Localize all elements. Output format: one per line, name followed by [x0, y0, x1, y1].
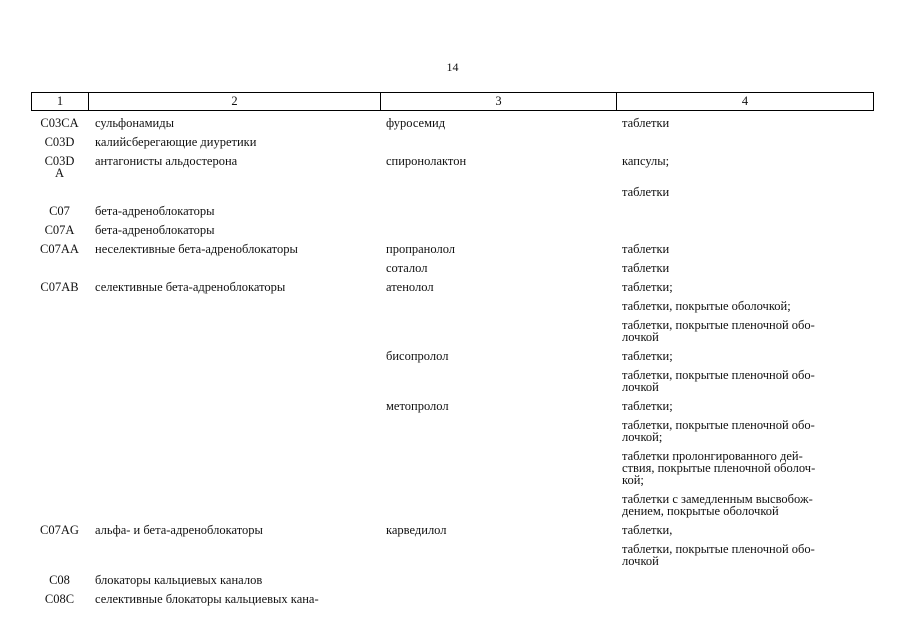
- atc-code-cell: [31, 524, 88, 536]
- dosage-form-cell: [616, 300, 873, 312]
- dosage-form-text: таблетки с замедленным высвобож-: [622, 492, 813, 506]
- dosage-form-text: таблетки, покрытые оболочкой;: [622, 299, 791, 313]
- pharmacological-group-text: калийсберегающие диуретики: [95, 135, 257, 149]
- drug-name-text: бисопролол: [386, 349, 449, 363]
- dosage-form-text: таблетки: [622, 116, 670, 130]
- drug-name-text: пропранолол: [386, 242, 456, 256]
- drug-name-text: атенолол: [386, 280, 434, 294]
- atc-code-cell: [31, 574, 88, 586]
- table-row: [31, 117, 873, 129]
- table-row: [31, 524, 873, 536]
- dosage-form-text: лочкой: [622, 330, 659, 344]
- table-row: [31, 136, 873, 148]
- table-row: [31, 262, 873, 274]
- pharmacological-group-text: селективные бета-адреноблокаторы: [95, 280, 286, 294]
- atc-code-text: C07A: [44, 223, 75, 237]
- dosage-form-text: дением, покрытые оболочкой: [622, 504, 779, 518]
- atc-code-text: C07AG: [40, 523, 79, 537]
- table-row: [31, 224, 873, 236]
- atc-code-text: C03CA: [40, 116, 79, 130]
- table-row: [31, 350, 873, 362]
- drug-classification-table-body: [31, 117, 873, 612]
- pharmacological-group-cell: [88, 205, 380, 217]
- drug-name-text: спиронолактон: [386, 154, 467, 168]
- atc-code-text: C07: [49, 204, 70, 218]
- drug-name-cell: [380, 262, 616, 274]
- atc-code-cell: [31, 224, 88, 236]
- dosage-form-text: таблетки: [622, 242, 670, 256]
- pharmacological-group-cell: [88, 136, 380, 148]
- atc-code-text: C03D: [44, 154, 75, 168]
- table-row: [31, 493, 873, 517]
- atc-code-cell: [31, 281, 88, 293]
- pharmacological-group-text: антагонисты альдостерона: [95, 154, 238, 168]
- table-row: [31, 543, 873, 567]
- dosage-form-text: таблетки, покрытые пленочной обо-: [622, 418, 815, 432]
- drug-name-cell: [380, 243, 616, 255]
- table-row: [31, 319, 873, 343]
- dosage-form-text: лочкой: [622, 380, 659, 394]
- pharmacological-group-text: бета-адреноблокаторы: [95, 223, 215, 237]
- drug-name-text: метопролол: [386, 399, 449, 413]
- dosage-form-text: лочкой;: [622, 430, 663, 444]
- dosage-form-cell: [616, 543, 873, 567]
- column-header-4: 4: [617, 93, 874, 111]
- dosage-form-text: таблетки, покрытые пленочной обо-: [622, 318, 815, 332]
- dosage-form-text: таблетки: [622, 261, 670, 275]
- dosage-form-text: таблетки, покрытые пленочной обо-: [622, 368, 815, 382]
- dosage-form-cell: [616, 369, 873, 393]
- drug-name-text: карведилол: [386, 523, 447, 537]
- table-row: [31, 400, 873, 412]
- table-row: [31, 593, 873, 605]
- drug-name-text: фуросемид: [386, 116, 446, 130]
- table-row: [31, 281, 873, 293]
- dosage-form-text: ствия, покрытые пленочной оболоч-: [622, 461, 816, 475]
- pharmacological-group-cell: [88, 524, 380, 536]
- dosage-form-text: капсулы;: [622, 154, 670, 168]
- dosage-form-cell: [616, 400, 873, 412]
- page-number: 14: [446, 60, 459, 74]
- dosage-form-cell: [616, 319, 873, 343]
- pharmacological-group-cell: [88, 243, 380, 255]
- atc-code-cell: [31, 155, 88, 179]
- dosage-form-cell: [616, 450, 873, 486]
- pharmacological-group-cell: [88, 593, 380, 605]
- dosage-form-cell: [616, 243, 873, 255]
- atc-code-text: C07AB: [40, 280, 79, 294]
- drug-name-cell: [380, 400, 616, 412]
- dosage-form-text: таблетки, покрытые пленочной обо-: [622, 542, 815, 556]
- dosage-form-text: таблетки: [622, 185, 670, 199]
- pharmacological-group-text: альфа- и бета-адреноблокаторы: [95, 523, 263, 537]
- dosage-form-cell: [616, 524, 873, 536]
- column-header-1: 1: [32, 93, 89, 111]
- pharmacological-group-cell: [88, 224, 380, 236]
- drug-name-cell: [380, 117, 616, 129]
- dosage-form-text: лочкой: [622, 554, 659, 568]
- table-row: [31, 450, 873, 486]
- table-row: [31, 574, 873, 586]
- drug-name-cell: [380, 524, 616, 536]
- dosage-form-text: таблетки,: [622, 523, 673, 537]
- drug-name-cell: [380, 155, 616, 167]
- pharmacological-group-cell: [88, 155, 380, 167]
- drug-name-cell: [380, 350, 616, 362]
- dosage-form-cell: [616, 186, 873, 198]
- table-row: [31, 300, 873, 312]
- atc-code-text: C07AA: [40, 242, 79, 256]
- dosage-form-text: таблетки;: [622, 399, 673, 413]
- table-row: [31, 243, 873, 255]
- dosage-form-cell: [616, 262, 873, 274]
- table-row: [31, 186, 873, 198]
- table-row: [31, 205, 873, 217]
- drug-name-cell: [380, 281, 616, 293]
- dosage-form-text: таблетки пролонгированного дей-: [622, 449, 803, 463]
- pharmacological-group-text: блокаторы кальциевых каналов: [95, 573, 263, 587]
- dosage-form-cell: [616, 281, 873, 293]
- table-row: [31, 155, 873, 179]
- pharmacological-group-text: неселективные бета-адреноблокаторы: [95, 242, 298, 256]
- column-header-table: [31, 92, 874, 111]
- pharmacological-group-cell: [88, 281, 380, 293]
- dosage-form-text: таблетки;: [622, 349, 673, 363]
- pharmacological-group-text: селективные блокаторы кальциевых кана-: [95, 592, 319, 606]
- dosage-form-cell: [616, 117, 873, 129]
- dosage-form-cell: [616, 350, 873, 362]
- column-header-2: 2: [89, 93, 381, 111]
- pharmacological-group-cell: [88, 574, 380, 586]
- pharmacological-group-text: сульфонамиды: [95, 116, 174, 130]
- column-header-3: 3: [381, 93, 617, 111]
- atc-code-cell: [31, 205, 88, 217]
- table-row: [31, 369, 873, 393]
- drug-name-text: соталол: [386, 261, 428, 275]
- dosage-form-cell: [616, 155, 873, 167]
- pharmacological-group-text: бета-адреноблокаторы: [95, 204, 215, 218]
- atc-code-cell: [31, 593, 88, 605]
- dosage-form-text: кой;: [622, 473, 644, 487]
- atc-code-text: A: [54, 166, 65, 180]
- atc-code-text: C03D: [44, 135, 75, 149]
- table-row: [31, 419, 873, 443]
- column-header-row: [32, 93, 874, 111]
- atc-code-cell: [31, 243, 88, 255]
- atc-code-cell: [31, 136, 88, 148]
- atc-code-text: C08: [49, 573, 70, 587]
- dosage-form-cell: [616, 493, 873, 517]
- pharmacological-group-cell: [88, 117, 380, 129]
- dosage-form-cell: [616, 419, 873, 443]
- dosage-form-text: таблетки;: [622, 280, 673, 294]
- atc-code-text: C08C: [44, 592, 75, 606]
- atc-code-cell: [31, 117, 88, 129]
